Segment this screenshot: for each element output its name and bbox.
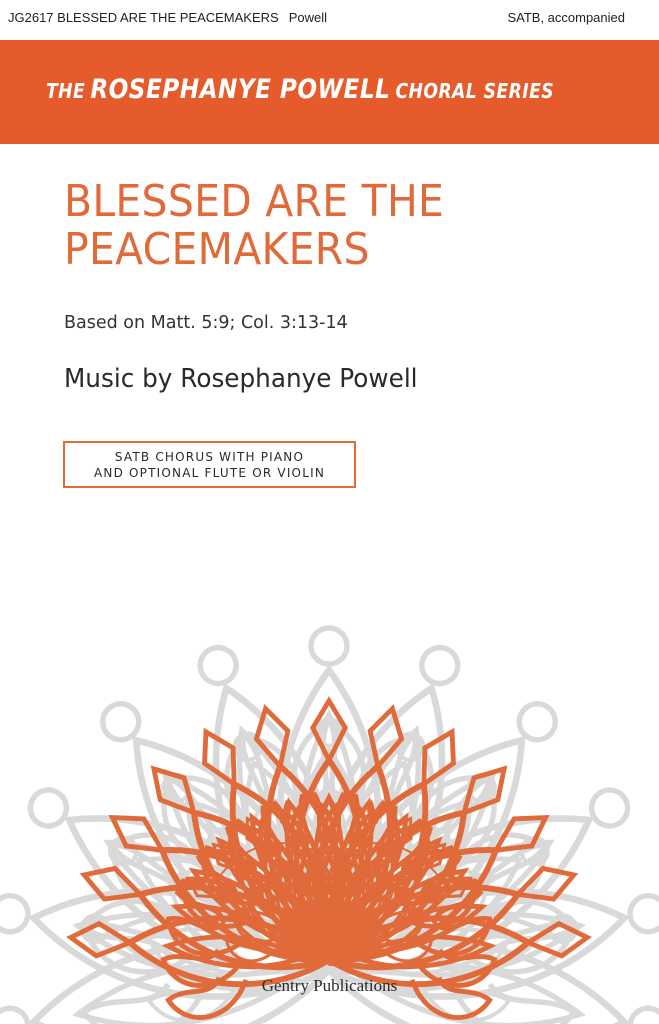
voicing-line-1: SATB CHORUS WITH PIANO [114,449,305,464]
series-title [46,74,554,105]
series-prefix: THE [46,79,86,103]
work-title-line-2: PEACEMAKERS [64,224,370,275]
catalog-header [0,0,659,40]
music-credit: Music by Rosephanye Powell [64,364,418,394]
series-suffix: CHORAL SERIES [395,79,555,103]
publisher-name: Gentry Publications [261,976,398,995]
catalog-line [8,10,327,25]
work-title-line-1: BLESSED ARE THE [64,176,445,227]
catalog-composer: Powell [288,10,327,25]
work-title [64,178,585,274]
voicing-box [63,441,356,488]
series-name: ROSEPHANYE POWELL [90,74,391,105]
series-banner [0,40,659,144]
gp-monogram-icon [300,918,360,968]
voicing-line-2: AND OPTIONAL FLUTE OR VIOLIN [93,465,325,480]
catalog-voicing: SATB, accompanied [507,10,625,25]
catalog-number-title: JG2617 BLESSED ARE THE PEACEMAKERS [8,10,279,25]
text-source: Based on Matt. 5:9; Col. 3:13-14 [64,313,348,333]
